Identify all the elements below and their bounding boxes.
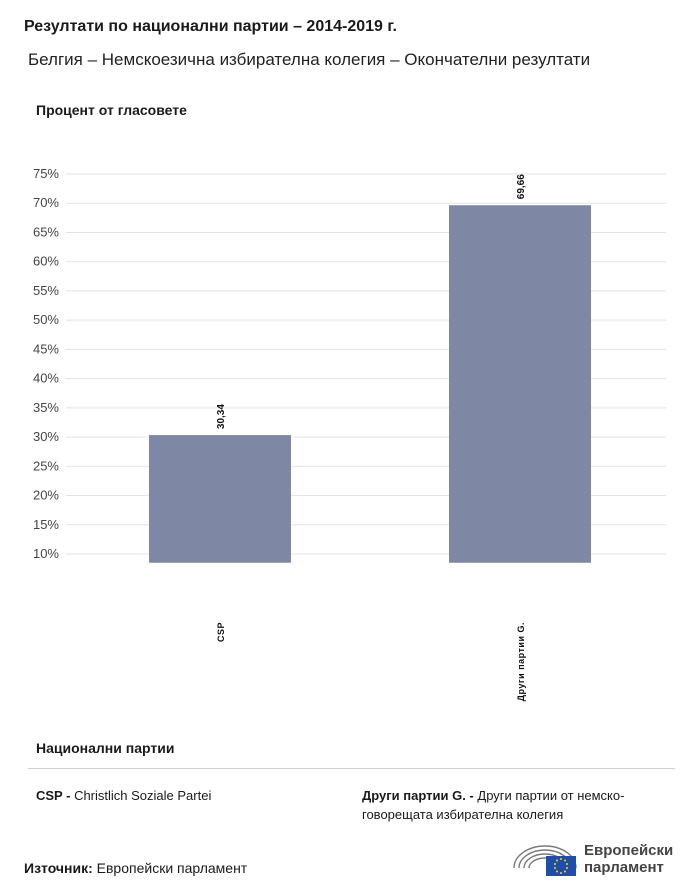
bar-1 — [149, 435, 291, 563]
y-tick-label: 65% — [32, 224, 59, 240]
logo-text — [584, 842, 673, 876]
y-tick-label: 30% — [32, 429, 59, 445]
y-tick-label: 60% — [32, 253, 59, 269]
x-category-label: CSP — [216, 622, 226, 643]
data-label: 30,34 — [216, 404, 227, 430]
source-value: Европейски парламент — [96, 860, 248, 876]
legend-item-csp — [36, 786, 336, 805]
y-tick-label: 20% — [32, 487, 59, 503]
chart-title: Резултати по национални партии – 2014-2019 г. — [24, 18, 397, 35]
legend-desc: Christlich Soziale Partei — [74, 788, 212, 803]
y-tick-label: 10% — [32, 546, 59, 561]
x-category-label: Други партии G. — [516, 622, 526, 702]
y-tick-label: 15% — [32, 516, 59, 532]
y-tick-label: 50% — [32, 312, 59, 328]
legend-title: Национални партии — [36, 740, 175, 756]
legend-divider — [28, 768, 675, 769]
legend-item-other — [362, 786, 662, 824]
y-axis-label: Процент от гласовете — [36, 102, 187, 118]
legend-abbr: Други партии G. - — [362, 788, 474, 803]
y-tick-label: 75% — [32, 166, 59, 181]
parliament-hemicycle-icon — [512, 838, 578, 878]
data-label: 69,66 — [516, 174, 527, 200]
logo-line-1: Европейски — [584, 842, 674, 859]
legend-desc: Други партии от немско-говорещата избирателна колегия — [362, 788, 625, 822]
y-tick-label: 40% — [32, 370, 59, 386]
chart-subtitle: Белгия – Немскоезична избирателна колегия – Окончателни резултати — [28, 50, 591, 69]
legend-abbr: CSP - — [36, 788, 71, 803]
european-parliament-logo — [512, 838, 682, 880]
y-tick-label: 70% — [32, 195, 59, 211]
y-tick-label: 35% — [32, 399, 59, 415]
bar-2 — [449, 205, 591, 563]
y-tick-label: 55% — [32, 282, 59, 298]
logo-line-2: парламент — [584, 859, 664, 876]
y-tick-label: 25% — [32, 458, 59, 474]
source-note — [24, 860, 247, 876]
y-tick-label: 45% — [32, 341, 59, 357]
source-label: Източник: — [24, 860, 93, 876]
